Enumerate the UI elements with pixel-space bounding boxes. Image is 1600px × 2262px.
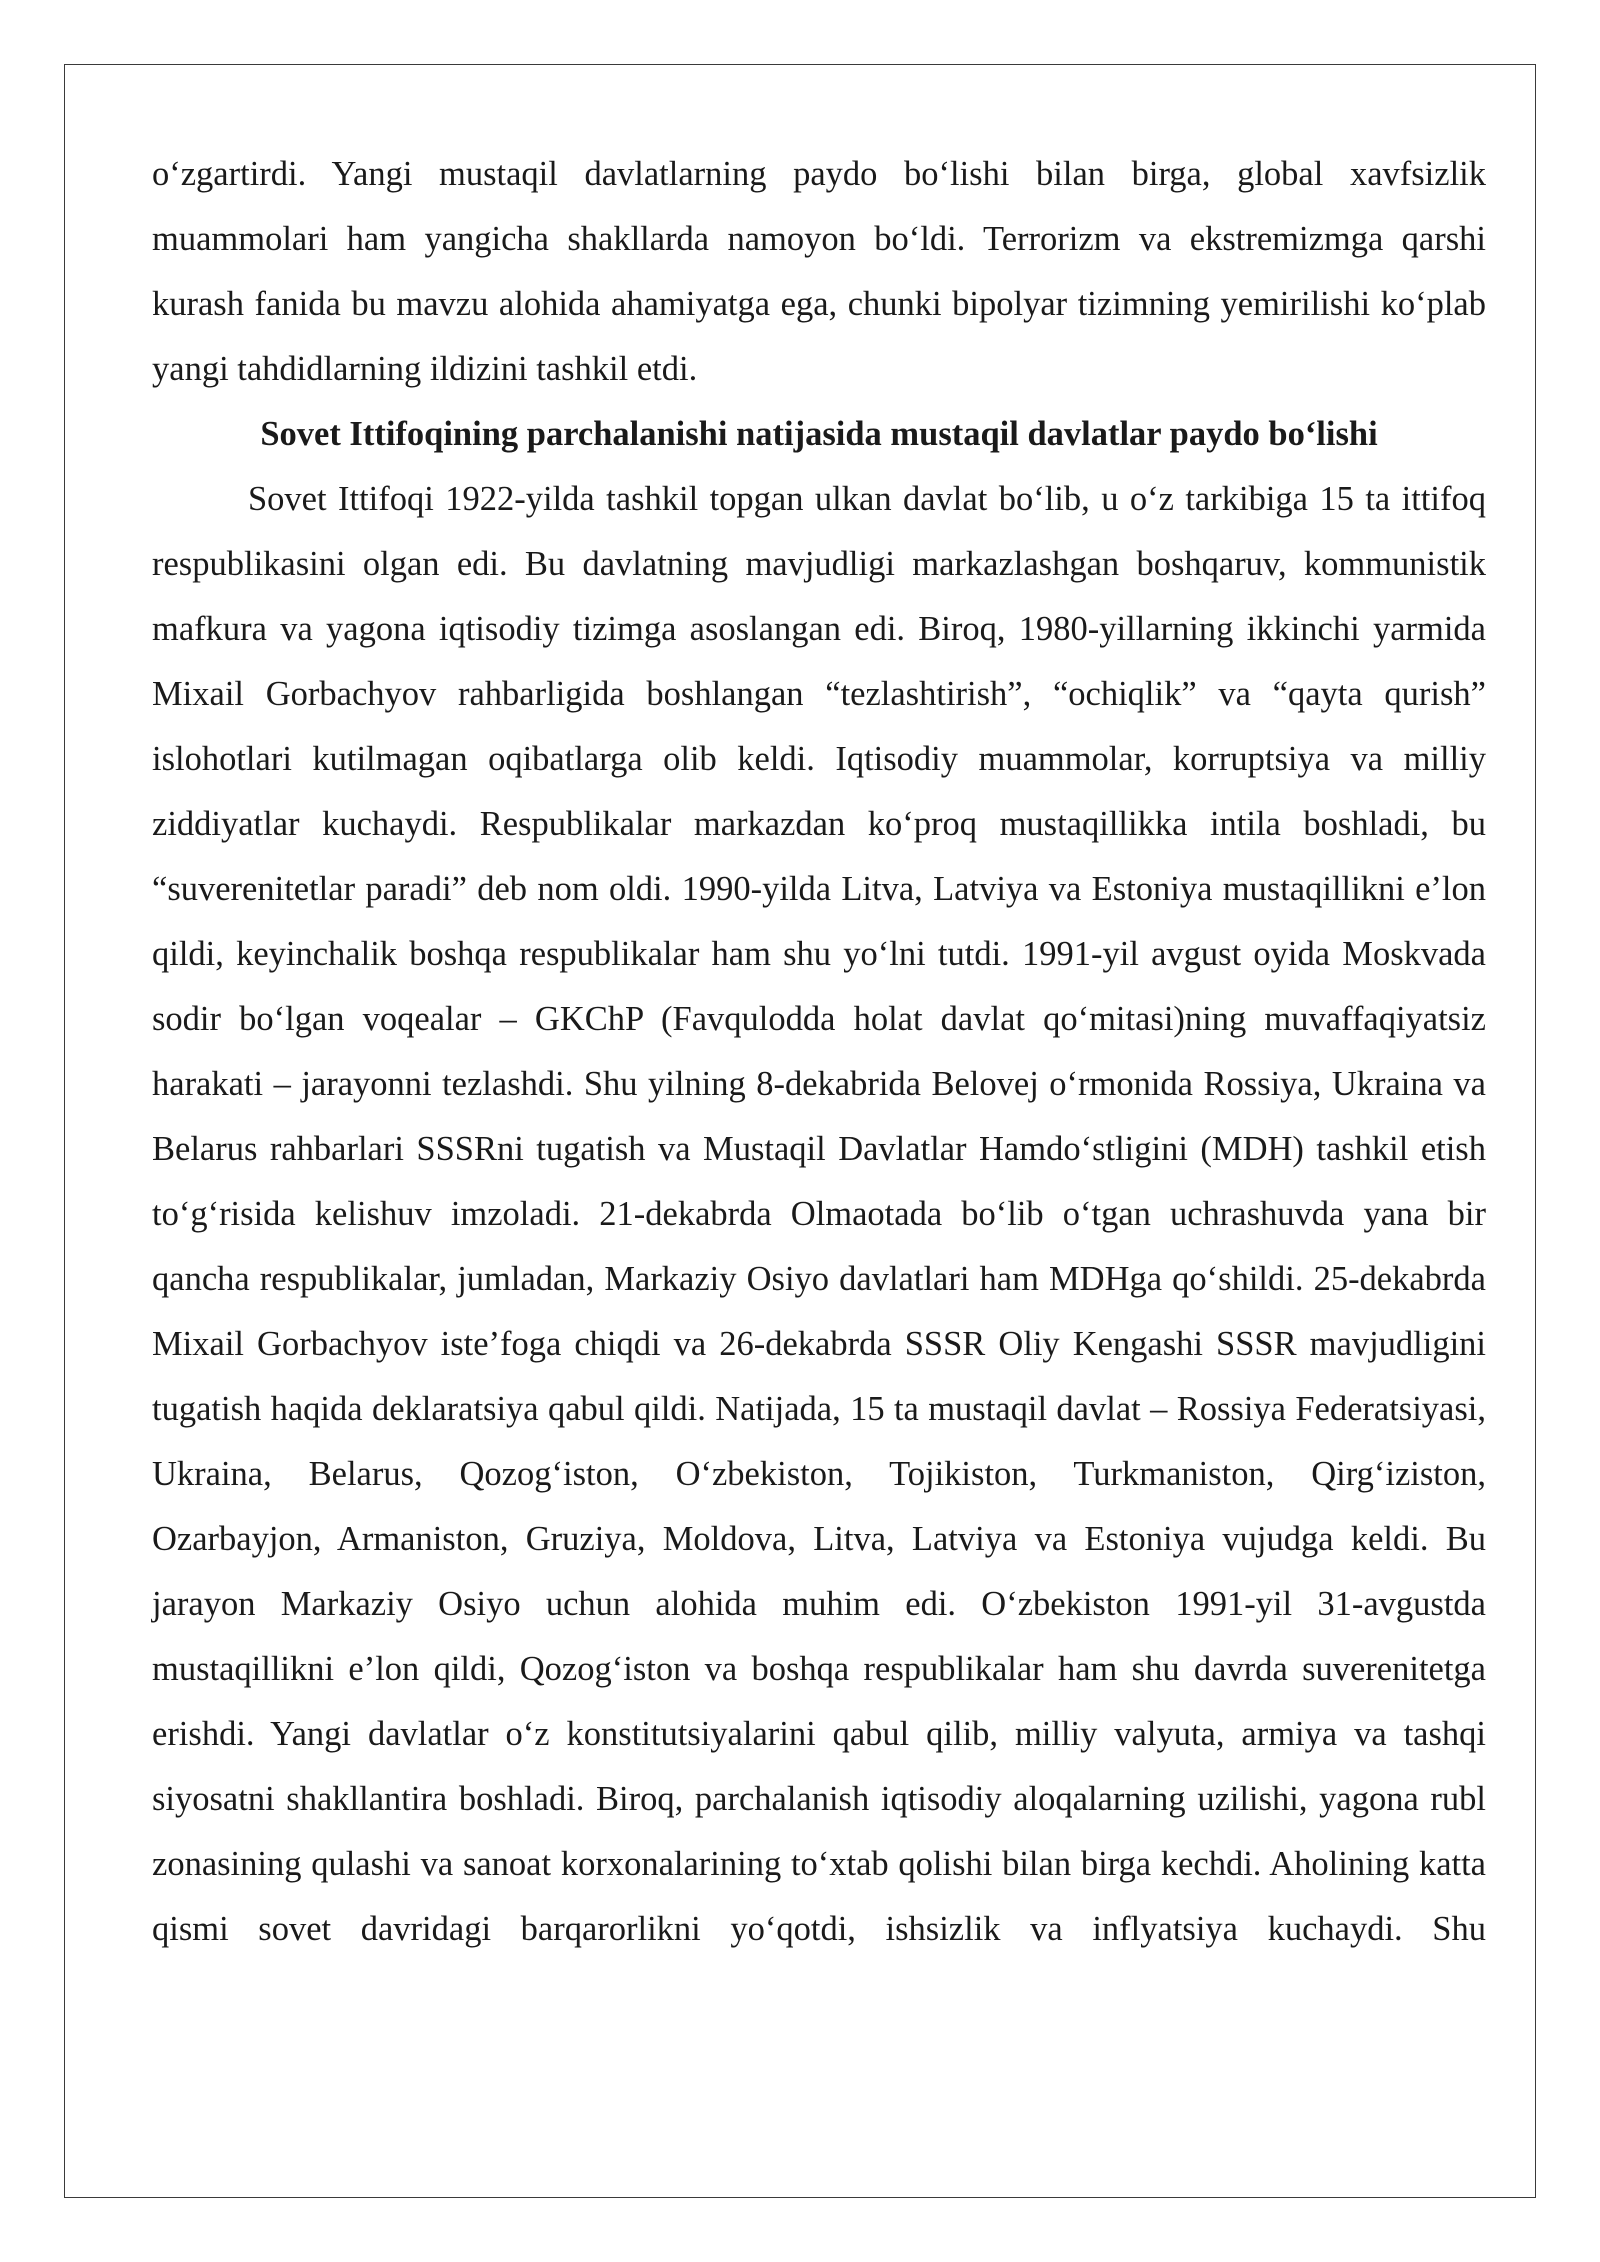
paragraph-main: Sovet Ittifoqi 1922-yilda tashkil topgan ulkan davlat bo‘lib, u o‘z tarkibiga 15 ta ittifoq respublikasini olgan edi. Bu davlatning mavjudligi markazlashgan boshqaruv, kommunistik mafkura va yagona iqtisodiy tizimga asoslangan edi. Biroq, 1980-yillarning ikkinchi yarmida Mixail Gorbachyov rahbarligida boshlangan “tezlashtirish”, “ochiqlik” va “qayta qurish” islohotlari kutilmagan oqibatlarga olib keldi. Iqtisodiy muammolar, korruptsiya va milliy ziddiyatlar kuchaydi. Respublikalar markazdan ko‘proq mustaqillikka intila boshladi, bu “suverenitetlar paradi” deb nom oldi. 1990-yilda Litva, Latviya va Estoniya mustaqillikni e’lon qildi, keyinchalik boshqa respublikalar ham shu yo‘lni tutdi. 1991-yil avgust oyida Moskvada sodir bo‘lgan voqealar – GKChP (Favqulodda holat davlat qo‘mitasi)ning muvaffaqiyatsiz harakati – jarayonni tezlashdi. Shu yilning 8-dekabrida Belovej o‘rmonida Rossiya, Ukraina va Belarus rahbarlari SSSRni tugatish va Mustaqil Davlatlar Hamdo‘stligini (MDH) tashkil etish to‘g‘risida kelishuv imzoladi. 21-dekabrda Olmaotada bo‘lib o‘tgan uchrashuvda yana bir qancha respublikalar, jumladan, Markaziy Osiyo davlatlari ham MDHga qo‘shildi. 25-dekabrda Mixail Gorbachyov iste’foga chiqdi va 26-dekabrda SSSR Oliy Kengashi SSSR mavjudligini tugatish haqida deklaratsiya qabul qildi. Natijada, 15 ta mustaqil davlat – Rossiya Federatsiyasi, Ukraina, Belarus, Qozog‘iston, O‘zbekiston, Tojikiston, Turkmaniston, Qirg‘iziston, Ozarbayjon, Armaniston, Gruziya, Moldova, Litva, Latviya va Estoniya vujudga keldi. Bu jarayon Markaziy Osiyo uchun alohida muhim edi. O‘zbekiston 1991-yil 31-avgustda mustaqillikni e’lon qildi, Qozog‘iston va boshqa respublikalar ham shu davrda suverenitetga erishdi. Yangi davlatlar o‘z konstitutsiyalarini qabul qilib, milliy valyuta, armiya va tashqi siyosatni shakllantira boshladi. Biroq, parchalanish iqtisodiy aloqalarning uzilishi, yagona rubl zonasining qulashi va sanoat korxonalarining to‘xtab qolishi bilan birga kechdi. Aholining katta qismi sovet davridagi barqarorlikni yo‘qotdi, ishsizlik va inflyatsiya kuchaydi. Shu	[152, 480, 1486, 1948]
paragraph-continued: o‘zgartirdi. Yangi mustaqil davlatlarning paydo bo‘lishi bilan birga, global xavfsizlik muammolari ham yangicha shakllarda namoyon bo‘ldi. Terrorizm va ekstremizmga qarshi kurash fanida bu mavzu alohida ahamiyatga ega, chunki bipolyar tizimning yemirilishi ko‘plab yangi tahdidlarning ildizini tashkil etdi.	[152, 155, 1486, 388]
section-heading: Sovet Ittifoqining parchalanishi natijasida mustaqil davlatlar paydo bo‘lishi	[260, 415, 1378, 453]
document-body	[152, 142, 1486, 1962]
